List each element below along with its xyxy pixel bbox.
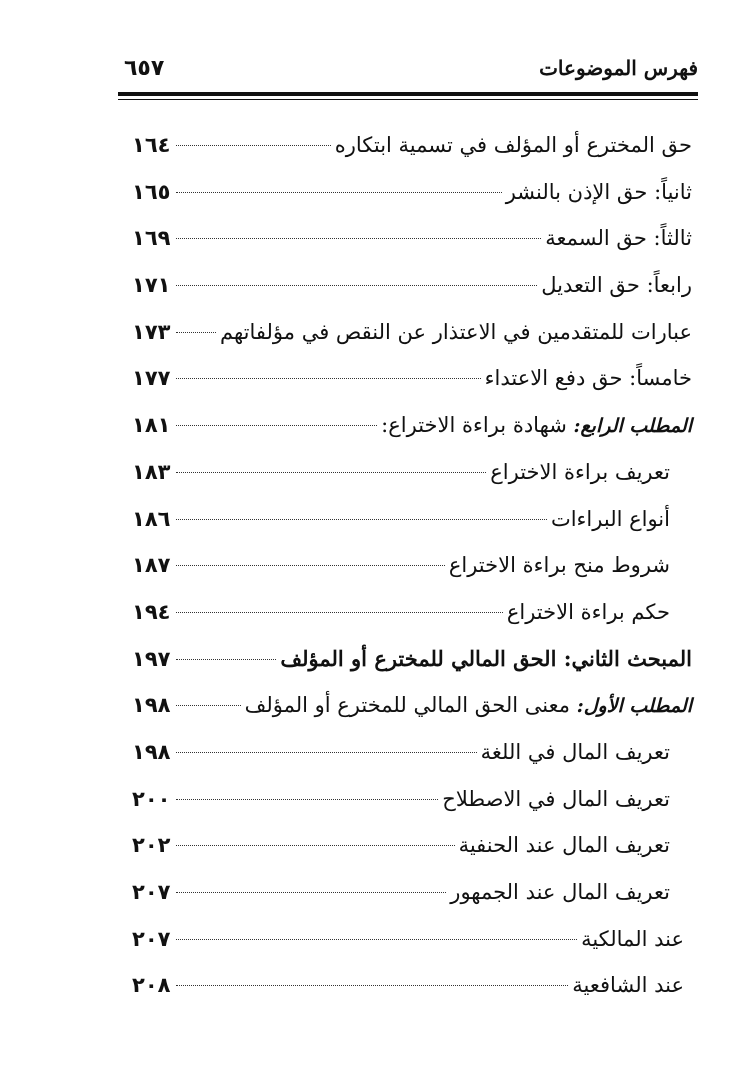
toc-entry-page: ١٩٤	[132, 599, 171, 624]
toc-entry-text: تعريف المال عند الحنفية	[458, 833, 670, 858]
toc-leader-dots	[176, 472, 486, 473]
toc-entry	[132, 262, 692, 309]
toc-entry-text: أنواع البراءات	[550, 506, 670, 531]
toc-leader-dots	[176, 845, 455, 846]
toc-leader-dots	[176, 939, 577, 940]
toc-entry	[132, 962, 692, 1009]
toc-entry-page: ١٩٧	[132, 646, 171, 671]
toc-entry-chapter	[132, 636, 692, 683]
toc-leader-dots	[176, 238, 541, 239]
toc-entry	[132, 449, 692, 496]
toc-section-title: معنى الحق المالي للمخترع أو المؤلف	[244, 693, 570, 718]
header-rule-thin	[118, 99, 698, 100]
toc-leader-dots	[176, 752, 477, 753]
toc-entry	[132, 776, 692, 823]
toc-entry-page: ١٧١	[132, 273, 171, 298]
toc-leader-dots	[176, 519, 547, 520]
toc-entry-page: ١٧٧	[132, 366, 171, 391]
toc-entry	[132, 822, 692, 869]
toc-entry-page: ٢٠٨	[132, 973, 171, 998]
toc-entry	[132, 122, 692, 169]
toc-entry-page: ٢٠٧	[132, 880, 171, 904]
toc-entry-page: ١٦٥	[132, 179, 171, 204]
toc-leader-dots	[176, 565, 445, 566]
toc-entry-text: حق المخترع أو المؤلف في تسمية ابتكاره	[334, 133, 692, 157]
toc-entry-text: تعريف المال في اللغة	[480, 739, 670, 764]
toc-entry-page: ١٨٣	[132, 459, 171, 484]
toc-entry	[132, 169, 692, 216]
toc-entry-text: خامساً: حق دفع الاعتداء	[484, 366, 692, 391]
toc-leader-dots	[176, 285, 537, 286]
toc-section-prefix: المطلب الرابع:	[573, 415, 692, 438]
toc-leader-dots	[176, 145, 331, 146]
toc-leader-dots	[176, 612, 503, 613]
toc-entry-page: ٢٠٢	[132, 833, 171, 858]
toc-entry-text: تعريف المال في الاصطلاح	[442, 786, 670, 811]
toc-entry-text	[245, 682, 692, 729]
toc-entry-text: حكم براءة الاختراع	[506, 599, 670, 624]
toc-section-prefix: المطلب الأول:	[576, 695, 692, 718]
toc-entry-page: ١٨١	[132, 413, 171, 438]
toc-entry-text: ثانياً: حق الإذن بالنشر	[505, 179, 692, 204]
toc-entry-page: ٢٠٧	[132, 926, 171, 951]
toc-entry-text: عند الشافعية	[572, 973, 684, 998]
toc-leader-dots	[176, 192, 502, 193]
toc-leader-dots	[176, 705, 241, 706]
toc-entry-text: ثالثاً: حق السمعة	[545, 226, 692, 251]
toc-leader-dots	[176, 332, 216, 333]
toc-leader-dots	[176, 659, 276, 660]
toc-entry-page: ١٦٤	[132, 133, 171, 157]
toc-entry-page: ١٩٨	[132, 693, 171, 718]
toc-entry-text	[381, 402, 692, 449]
toc-leader-dots	[176, 892, 446, 893]
toc-leader-dots	[176, 425, 377, 426]
toc-entry-page: ٢٠٠	[132, 786, 171, 811]
toc-entry-text: تعريف براءة الاختراع	[490, 459, 670, 484]
table-of-contents	[132, 122, 692, 1009]
header-page-number: ٦٥٧	[124, 56, 165, 81]
toc-entry	[132, 869, 692, 916]
toc-section-title: شهادة براءة الاختراع:	[381, 413, 567, 438]
header-title: فهرس الموضوعات	[539, 56, 698, 80]
header-rule-thick	[118, 92, 698, 96]
toc-entry-section	[132, 682, 692, 729]
toc-entry-text: عند المالكية	[581, 926, 684, 951]
toc-entry	[132, 309, 692, 356]
toc-entry	[132, 355, 692, 402]
toc-entry	[132, 589, 692, 636]
toc-leader-dots	[176, 985, 568, 986]
page-header	[118, 52, 698, 88]
toc-entry-page: ١٦٩	[132, 226, 171, 251]
toc-entry-page: ١٨٧	[132, 553, 171, 578]
toc-entry	[132, 542, 692, 589]
toc-entry-page: ١٩٨	[132, 739, 171, 764]
toc-entry-text: عبارات للمتقدمين في الاعتذار عن النقص في مؤلفاتهم	[220, 319, 692, 344]
toc-entry-section	[132, 402, 692, 449]
toc-entry-text: رابعاً: حق التعديل	[541, 273, 692, 298]
toc-entry-page: ١٧٣	[132, 319, 171, 344]
toc-entry	[132, 729, 692, 776]
toc-entry-page: ١٨٦	[132, 506, 171, 531]
toc-entry-text: تعريف المال عند الجمهور	[450, 880, 670, 904]
toc-leader-dots	[176, 799, 438, 800]
toc-entry	[132, 215, 692, 262]
toc-chapter-title: المبحث الثاني: الحق المالي للمخترع أو المؤلف	[280, 645, 692, 671]
toc-entry	[132, 916, 692, 963]
toc-entry	[132, 496, 692, 543]
toc-entry-text: شروط منح براءة الاختراع	[448, 553, 670, 578]
toc-leader-dots	[176, 378, 481, 379]
